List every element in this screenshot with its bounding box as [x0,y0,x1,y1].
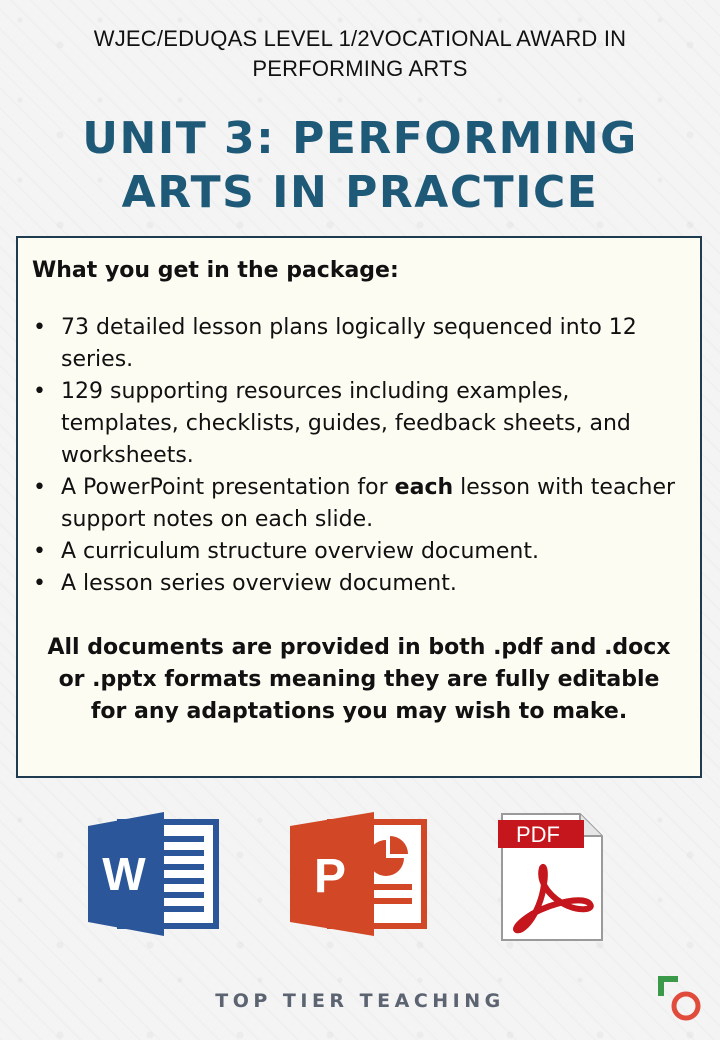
list-item-text: A lesson series overview document. [61,571,457,596]
powerpoint-icon-letter: P [313,850,347,903]
list-item-text: A PowerPoint presentation for [61,475,395,500]
list-item [32,376,686,472]
list-item-text: 129 supporting resources including examples, templates, checklists, guides, feedback sheets, and worksheets. [61,379,631,468]
word-icon-letter: W [102,848,146,900]
list-item [32,312,686,376]
formats-note: All documents are provided in both .pdf and .docx or .pptx formats meaning they are fully editable for any adaptations you may wish to make. [47,635,671,724]
top-tier-teaching-logo [656,974,702,1024]
package-heading: What you get in the package: [32,258,399,283]
pdf-icon-label: PDF [516,822,560,847]
powerpoint-icon [290,812,430,936]
title-line-2: ARTS IN PRACTICE [121,167,599,218]
pdf-icon [498,810,606,944]
title-line-1: UNIT 3: PERFORMING [82,113,638,164]
list-item-emphasis: each [394,475,454,500]
subtitle-line-1: WJEC/EDUQAS LEVEL 1/2VOCATIONAL AWARD IN [93,26,627,51]
subtitle-line-2: PERFORMING ARTS [252,56,468,81]
package-features-list [32,312,686,600]
list-item-text: A curriculum structure overview document. [61,539,539,564]
brand-name: TOP TIER TEACHING [215,990,505,1012]
list-item [32,536,686,568]
package-contents-panel [16,236,702,778]
list-item [32,472,686,536]
list-item-text: 73 detailed lesson plans logically sequenced into 12 series. [61,315,637,372]
list-item [32,568,686,600]
list-item-text: lesson with teacher support notes on each slide. [61,475,676,532]
unit-title [0,112,720,220]
word-document-icon [88,812,220,936]
qualification-subtitle [0,24,720,84]
